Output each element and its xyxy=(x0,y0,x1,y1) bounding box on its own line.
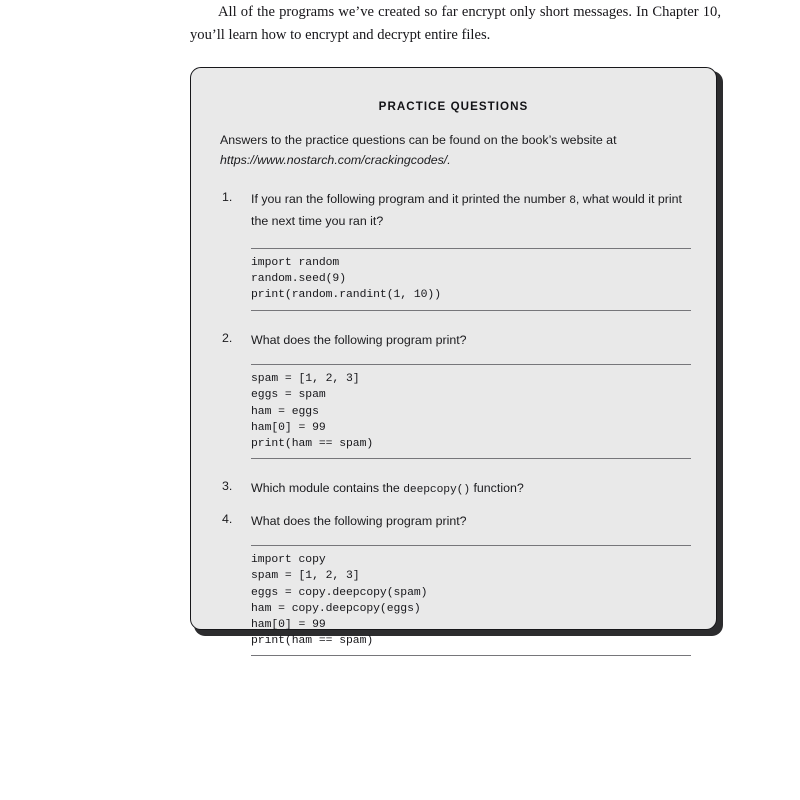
question-item-1 xyxy=(220,190,686,231)
question-text-3-part-b: function? xyxy=(470,481,524,496)
code-line: ham[0] = 99 xyxy=(251,421,326,434)
code-line: import copy xyxy=(251,554,326,567)
code-line: print(ham == spam) xyxy=(251,635,374,648)
question-number-1: 1. xyxy=(222,190,233,204)
code-line: eggs = copy.deepcopy(spam) xyxy=(251,586,428,599)
practice-questions-box xyxy=(190,67,717,648)
question-text-1-part-a: If you ran the following program and it printed the number xyxy=(251,192,570,206)
code-line: print(ham == spam) xyxy=(251,437,374,450)
answers-intro-text xyxy=(220,113,686,170)
practice-questions-heading: PRACTICE QUESTIONS xyxy=(378,100,529,113)
question-text-1-inline-code: 8 xyxy=(569,195,576,207)
code-listing-4 xyxy=(251,545,691,656)
question-text-1-part-b: , what would it print the next time you ran it? xyxy=(251,192,682,228)
book-website-url: https://www.nostarch.com/crackingcodes/. xyxy=(220,152,451,167)
code-line: spam = [1, 2, 3] xyxy=(251,373,360,386)
question-item-2 xyxy=(220,331,686,351)
code-line: ham = copy.deepcopy(eggs) xyxy=(251,602,421,615)
question-text-4: What does the following program print? xyxy=(251,513,467,528)
question-number-3: 3. xyxy=(222,479,233,494)
question-text-3-inline-code: deepcopy() xyxy=(403,484,471,497)
question-item-3 xyxy=(220,479,686,501)
code-line: import random xyxy=(251,257,340,269)
practice-box-content xyxy=(191,113,716,656)
code-line: spam = [1, 2, 3] xyxy=(251,570,360,583)
question-text-3 xyxy=(251,481,524,495)
code-listing-1 xyxy=(251,248,691,311)
answers-intro-sentence: Answers to the practice questions can be found on the book’s website at xyxy=(220,133,617,147)
question-text-2: What does the following program print? xyxy=(251,332,467,347)
question-text-3-part-a: Which module contains the xyxy=(251,481,404,496)
code-line: ham[0] = 99 xyxy=(251,618,326,631)
code-line: ham = eggs xyxy=(251,405,319,418)
body-paragraph: All of the programs we’ve created so far encrypt only short messages. In Chapter 10, you’ll learn how to encrypt and decrypt entire files. xyxy=(190,4,721,43)
practice-questions-list xyxy=(220,190,686,656)
question-number-4: 4. xyxy=(222,511,233,526)
question-item-4 xyxy=(220,512,686,532)
question-text-1 xyxy=(251,192,682,228)
code-line: eggs = spam xyxy=(251,389,326,402)
code-line: random.seed(9) xyxy=(251,273,346,286)
code-listing-2 xyxy=(251,364,691,459)
code-line: print(random.randint(1, 10)) xyxy=(251,289,441,302)
question-number-2: 2. xyxy=(222,330,233,345)
page-body-text xyxy=(190,0,721,46)
